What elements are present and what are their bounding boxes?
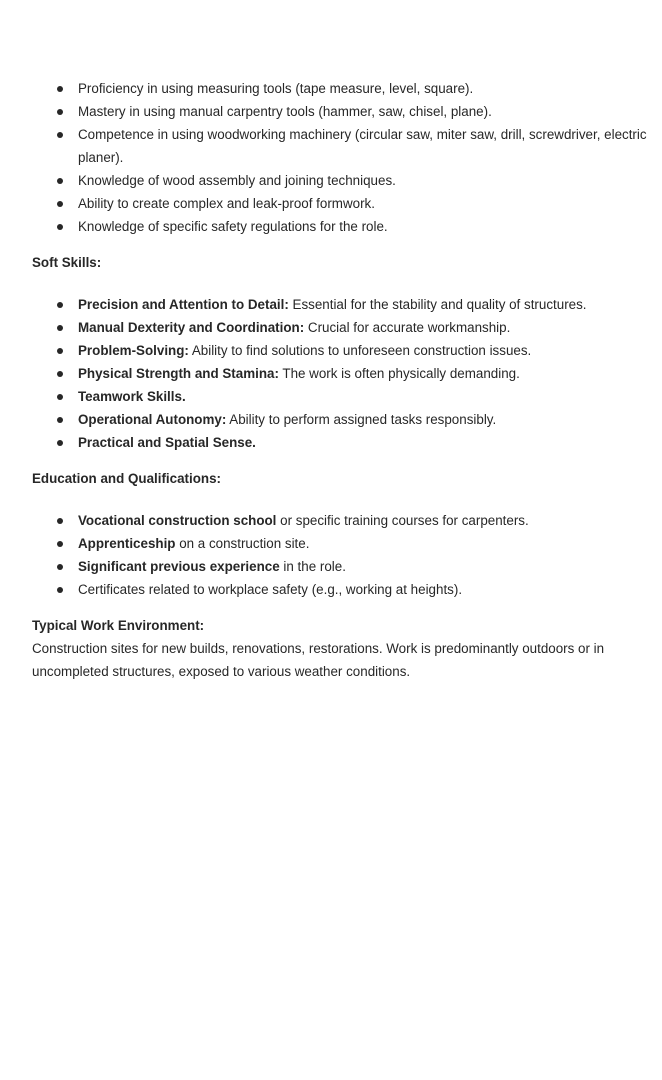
bullet-marker (57, 371, 63, 377)
work-environment-paragraph: Construction sites for new builds, renovations, restorations. Work is predominantly outdoors or in uncompleted structures, exposed to various weather conditions. (32, 641, 605, 679)
list-item-bold: Physical Strength and Stamina: (78, 366, 279, 381)
bullet-marker (57, 417, 63, 423)
bullet-marker (57, 325, 63, 331)
list-item-text: Crucial for accurate workmanship. (304, 320, 511, 335)
bullet-marker (57, 440, 63, 446)
list-item-bold: Precision and Attention to Detail: (78, 297, 289, 312)
list-item-text: The work is often physically demanding. (278, 366, 520, 381)
list-item (32, 123, 648, 169)
bullet-marker (57, 224, 63, 230)
list-item-text: Ability to find solutions to unforeseen construction issues. (188, 343, 532, 358)
list-item-bold: Problem-Solving: (78, 343, 189, 358)
list-item-bold: Teamwork Skills. (78, 389, 186, 404)
list-item (32, 408, 648, 431)
section-heading-soft-skills: Soft Skills: (32, 255, 102, 270)
list-item (32, 532, 648, 555)
bullet-marker (57, 541, 63, 547)
list-item (32, 578, 648, 601)
list-item-text: Ability to perform assigned tasks responsibly. (226, 412, 497, 427)
bullet-marker (57, 86, 63, 92)
list-item (32, 169, 648, 192)
list-item-text: on a construction site. (175, 536, 310, 551)
bullet-marker (57, 348, 63, 354)
bullet-marker (57, 302, 63, 308)
list-item (32, 192, 648, 215)
list-item-bold: Apprenticeship (78, 536, 176, 551)
list-item (32, 293, 648, 316)
bullet-marker (57, 564, 63, 570)
list-item-text: Ability to create complex and leak-proof formwork. (78, 196, 375, 211)
list-item (32, 362, 648, 385)
list-item (32, 215, 648, 238)
list-item-text: Knowledge of specific safety regulations for the role. (78, 219, 388, 234)
list-item (32, 431, 648, 454)
list-item-text: Proficiency in using measuring tools (tape measure, level, square). (78, 81, 474, 96)
bullet-marker (57, 178, 63, 184)
list-item-bold: Vocational construction school (78, 513, 277, 528)
list-item-bold: Manual Dexterity and Coordination: (78, 320, 305, 335)
bullet-marker (57, 394, 63, 400)
section-heading-education: Education and Qualifications: (32, 471, 221, 486)
list-item (32, 316, 648, 339)
list-item-text: Mastery in using manual carpentry tools (hammer, saw, chisel, plane). (78, 104, 492, 119)
list-item-text: Certificates related to workplace safety (e.g., working at heights). (78, 582, 463, 597)
list-item (32, 77, 648, 100)
list-item-text: in the role. (279, 559, 346, 574)
hard-skills-list (32, 77, 647, 238)
bullet-marker (57, 587, 63, 593)
list-item-text: Essential for the stability and quality of structures. (288, 297, 587, 312)
list-item-bold: Operational Autonomy: (78, 412, 227, 427)
list-item (32, 555, 648, 578)
soft-skills-list (32, 293, 632, 454)
section-heading-work-environment: Typical Work Environment: (32, 618, 205, 633)
education-list (32, 509, 632, 601)
list-item-text: Competence in using woodworking machinery (circular saw, miter saw, drill, screwdriver, electric planer). (78, 127, 647, 165)
bullet-marker (57, 518, 63, 524)
bullet-marker (57, 132, 63, 138)
bullet-marker (57, 109, 63, 115)
bullet-marker (57, 201, 63, 207)
list-item (32, 509, 648, 532)
list-item-text: Knowledge of wood assembly and joining techniques. (78, 173, 396, 188)
list-item-bold: Significant previous experience (78, 559, 280, 574)
list-item-bold: Practical and Spatial Sense. (78, 435, 256, 450)
list-item (32, 385, 648, 408)
list-item (32, 100, 648, 123)
list-item-text: or specific training courses for carpenters. (276, 513, 529, 528)
list-item (32, 339, 648, 362)
